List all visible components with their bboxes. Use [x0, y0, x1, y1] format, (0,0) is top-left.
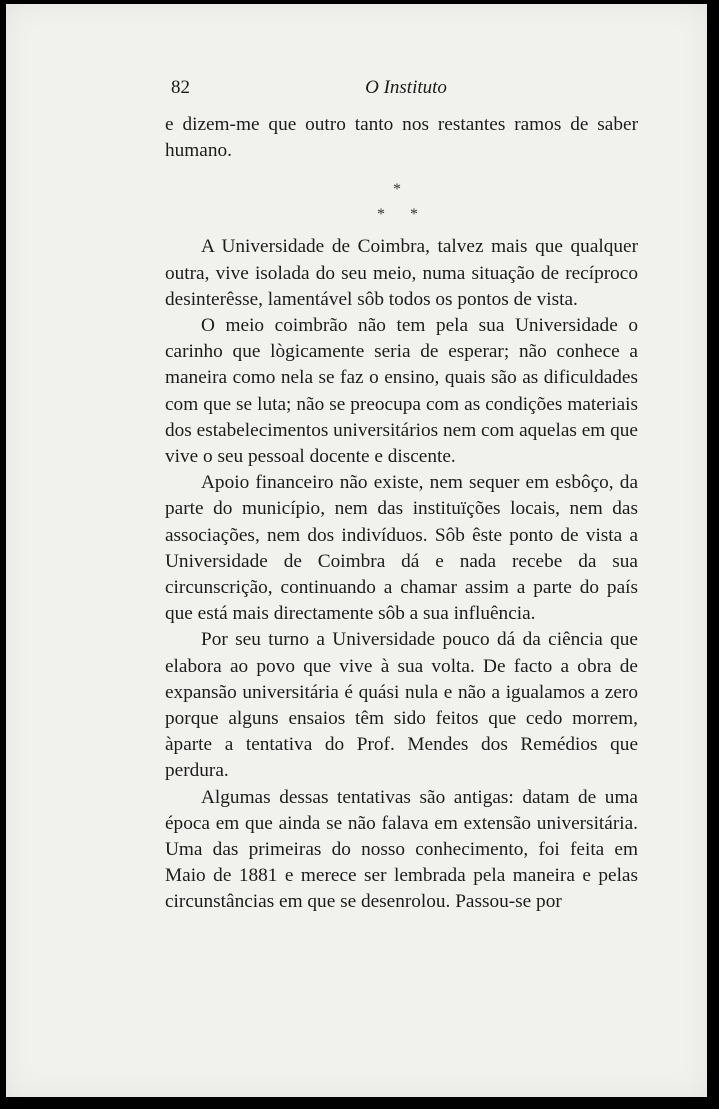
paragraph: Por seu turno a Universidade pouco dá da ciência que elabora ao povo que vive à sua volta. De facto a obra de expansão universitária é quási nula e não a igualamos a zero porque alguns ensaios têm sido feitos que cedo morrem, àparte a tentativa do Prof. Mendes dos Remédios que perdura. — [165, 629, 638, 782]
paragraph-continuation: e dizem-me que outro tanto nos restantes ramos de saber humano. — [165, 114, 638, 162]
asterisk-left: * — [377, 206, 385, 224]
paragraph: Apoio financeiro não existe, nem sequer em esbôço, da parte do município, nem das instituïções locais, nem das associações, nem dos indivíduos. Sôb êste ponto de vista a Universidade de Coimbra dá e nada recebe da sua circunscrição, continuando a chamar assim a parte do país que está mais directamente sôb a sua influência. — [165, 472, 638, 625]
section-break-asterism — [165, 164, 638, 234]
paragraph: O meio coimbrão não tem pela sua Universidade o carinho que lògicamente seria de esperar; não conhece a maneira como nela se faz o ensino, quais são as dificuldades com que se luta; não se preocupa com as condições materiais dos estabelecimentos universitários nem com aquelas em que vive o seu pessoal docente e discente. — [165, 315, 638, 468]
asterisk-right: * — [410, 206, 418, 224]
page-header — [171, 77, 641, 99]
paragraph: A Universidade de Coimbra, talvez mais que qualquer outra, vive isolada do seu meio, numa situação de recíproco desinterêsse, lamentável sôb todos os pontos de vista. — [165, 236, 638, 310]
running-title: O Instituto — [365, 77, 447, 98]
page-number: 82 — [171, 77, 190, 98]
asterisk-top: * — [393, 181, 401, 199]
body-text — [165, 112, 638, 916]
paragraph: Algumas dessas tentativas são antigas: datam de uma época em que ainda se não falava em extensão universitária. Uma das primeiras do nosso conhecimento, foi feita em Maio de 1881 e merece ser lembrada pela maneira e pelas circunstâncias em que se desenrolou. Passou-se por — [165, 786, 638, 913]
